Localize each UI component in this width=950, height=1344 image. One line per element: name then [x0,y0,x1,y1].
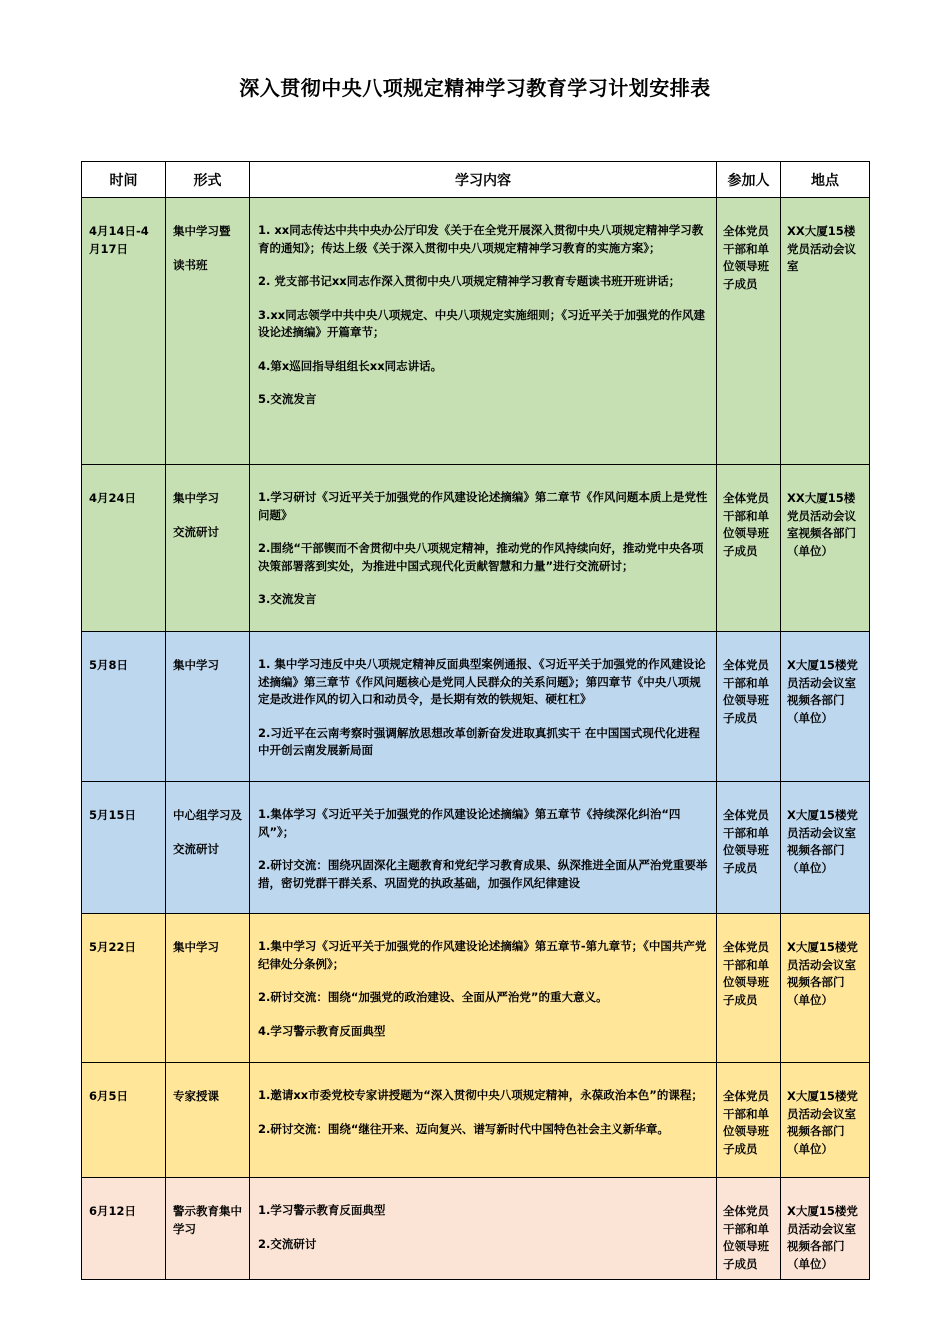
content-item: 2.交流研讨 [258,1236,317,1251]
time-cell: 5月22日 [82,914,166,1063]
content-item: 3.xx同志领学中共中央八项规定、中央八项规定实施细则；《习近平关于加强党的作风建设论述摘编》开篇章节； [258,307,705,339]
participants-cell: 全体党员干部和单位领导班子成员 [717,1178,781,1280]
table-header-row [82,162,870,198]
table-row [82,465,870,632]
content-item: 4.学习警示教育反面典型 [258,1023,386,1038]
table-row [82,198,870,465]
participants-cell: 全体党员干部和单位领导班子成员 [717,782,781,914]
content-cell [250,465,717,632]
form-cell: 警示教育集中学习 [166,1178,250,1280]
content-item: 2.习近平在云南考察时强调解放思想改革创新奋发进取真抓实干 在中国国式现代化进程中开创云南发展新局面 [258,725,700,757]
time-cell: 6月5日 [82,1063,166,1178]
content-item: 2. 党支部书记xx同志作深入贯彻中央八项规定精神学习教育专题读书班开班讲话； [258,274,681,288]
time-cell: 4月14日-4月17日 [82,198,166,465]
content-item: 1.集中学习《习近平关于加强党的作风建设论述摘编》第五章节-第九章节；《中国共产党纪律处分条例》； [258,939,707,971]
header-form: 形式 [166,162,250,198]
header-location: 地点 [781,162,870,198]
time-cell: 4月24日 [82,465,166,632]
participants-cell: 全体党员干部和单位领导班子成员 [717,198,781,465]
content-item: 2.研讨交流：围绕“加强党的政治建设、全面从严治党”的重大意义。 [258,990,608,1004]
participants-cell: 全体党员干部和单位领导班子成员 [717,632,781,782]
participants-cell: 全体党员干部和单位领导班子成员 [717,914,781,1063]
study-plan-table [81,161,870,1280]
content-cell [250,1063,717,1178]
table-row [82,782,870,914]
content-item: 3.交流发言 [258,592,317,606]
time-cell: 5月15日 [82,782,166,914]
content-cell [250,782,717,914]
content-cell [250,198,717,465]
location-cell: XX大厦15楼党员活动会议室视频各部门（单位） [781,465,870,632]
form-cell: 集中学习 交流研讨 [166,465,250,632]
content-cell [250,914,717,1063]
location-cell: X大厦15楼党员活动会议室视频各部门（单位） [781,632,870,782]
content-item: 2.围绕“干部锲而不舍贯彻中央八项规定精神，推动党的作风持续向好，推动党中央各项决策部署落到实处，为推进中国式现代化贡献智慧和力量”进行交流研讨； [258,541,704,573]
time-cell: 6月12日 [82,1178,166,1280]
content-item: 4.第x巡回指导组组长xx同志讲话。 [258,358,443,373]
content-item: 1.邀请xx市委党校专家讲授题为“深入贯彻中央八项规定精神，永葆政治本色”的课程； [258,1088,703,1102]
location-cell: X大厦15楼党员活动会议室视频各部门（单位） [781,1178,870,1280]
location-cell: X大厦15楼党员活动会议室视频各部门（单位） [781,782,870,914]
content-item: 2.研讨交流：围绕巩固深化主题教育和党纪学习教育成果、纵深推进全面从严治党重要举措，密切党群干群关系、巩固党的执政基础，加强作风纪律建设 [258,858,708,890]
content-item: 1. 集中学习违反中央八项规定精神反面典型案例通报、《习近平关于加强党的作风建设论述摘编》第三章节《作风问题核心是党同人民群众的关系问题》；第四章节《中央八项规定是改进作风的切入口和动员令，是长期有效的铁规矩、硬杠杠》 [258,657,706,706]
table-row [82,632,870,782]
form-cell: 集中学习 [166,914,250,1063]
participants-cell: 全体党员干部和单位领导班子成员 [717,1063,781,1178]
form-cell: 中心组学习及 交流研讨 [166,782,250,914]
content-item: 1.集体学习《习近平关于加强党的作风建设论述摘编》第五章节《持续深化纠治“四风”》； [258,807,681,839]
location-cell: XX大厦15楼党员活动会议室 [781,198,870,465]
table-row [82,1063,870,1178]
header-time: 时间 [82,162,166,198]
header-participants: 参加人 [717,162,781,198]
content-cell [250,632,717,782]
header-content: 学习内容 [250,162,717,198]
form-cell: 集中学习暨 读书班 [166,198,250,465]
content-item: 1.学习警示教育反面典型 [258,1203,386,1217]
participants-cell: 全体党员干部和单位领导班子成员 [717,465,781,632]
content-item: 1.学习研讨《习近平关于加强党的作风建设论述摘编》第二章节《作风问题本质上是党性问题》 [258,490,708,522]
form-cell: 集中学习 [166,632,250,782]
table-row [82,914,870,1063]
form-cell: 专家授课 [166,1063,250,1178]
table-row [82,1178,870,1280]
content-item: 2.研讨交流：围绕“继往开来、迈向复兴、谱写新时代中国特色社会主义新华章。 [258,1121,669,1136]
time-cell: 5月8日 [82,632,166,782]
location-cell: X大厦15楼党员活动会议室视频各部门（单位） [781,1063,870,1178]
content-item: 1. xx同志传达中共中央办公厅印发《关于在全党开展深入贯彻中央八项规定精神学习教育的通知》；传达上级《关于深入贯彻中央八项规定精神学习教育的实施方案》； [258,223,704,255]
content-cell [250,1178,717,1280]
location-cell: X大厦15楼党员活动会议室视频各部门（单位） [781,914,870,1063]
content-item: 5.交流发言 [258,392,317,406]
page-title: 深入贯彻中央八项规定精神学习教育学习计划安排表 [239,76,711,100]
